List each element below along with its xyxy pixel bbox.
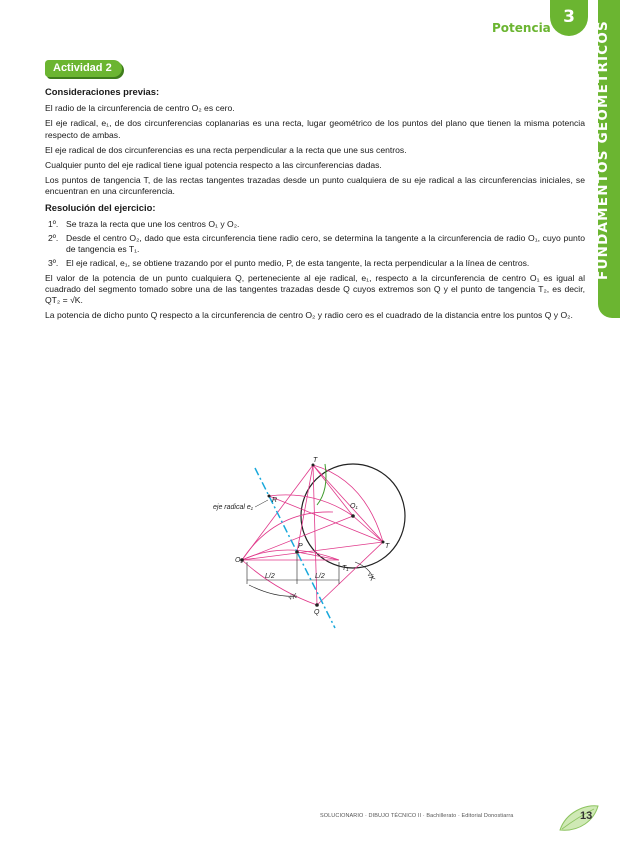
page-number: 13	[580, 810, 593, 822]
steps-list	[45, 219, 585, 270]
paragraph: El valor de la potencia de un punto cualquiera Q, perteneciente al eje radical, e₁, respecto a la circunferencia de centro O₁ es igual al cuadrado del segmento tomado sobre una de las tangentes trazadas desde Q cuyos extremos son Q y el punto de tangencia T₂, es decir, QT₂ = √K.	[45, 272, 585, 306]
chapter-number: 3	[550, 0, 588, 36]
paragraph: La potencia de dicho punto Q respecto a la circunferencia de centro O₂ y radio cero es el cuadrado de la distancia entre los puntos Q y O₂.	[45, 310, 573, 321]
consideraciones-heading: Consideraciones previas:	[45, 86, 160, 97]
step-number: 1º.	[48, 218, 59, 229]
geometry-figure	[205, 450, 420, 635]
label-sqrtk-1: √K	[287, 592, 298, 602]
label-sqrtk-2: √K	[365, 571, 376, 583]
paragraph: Cualquier punto del eje radical tiene igual potencia respecto a las circunferencias dadas.	[45, 160, 382, 171]
step-text: Desde el centro O₂, dado que esta circunferencia tiene radio cero, se determina la tangente a la circunferencia de radio O₁, cuyo punto de tangencia es T₁.	[66, 233, 585, 255]
leaf-icon	[558, 802, 600, 834]
label-p: P	[298, 543, 303, 550]
label-o2: O₂	[235, 557, 244, 564]
side-tab-label-wrap	[586, 0, 620, 300]
label-t-top: T	[313, 457, 318, 464]
paragraph: Los puntos de tangencia T, de las rectas tangentes trazadas desde un punto cualquiera de su eje radical a las circunferencias iniciales, se encuentran en una circunferencia.	[45, 175, 585, 197]
step-item	[48, 219, 585, 230]
activity-badge: Actividad 2	[45, 60, 122, 77]
label-t-right: T	[385, 543, 390, 550]
paragraph: El eje radical de dos circunferencias es una recta perpendicular a la recta que une sus centros.	[45, 144, 407, 155]
footer-text: SOLUCIONARIO · DIBUJO TÉCNICO II · Bachillerato · Editorial Donostiarra	[320, 813, 514, 819]
step-number: 3º.	[48, 258, 59, 269]
step-text: El eje radical, e₁, se obtiene trazando por el punto medio, P, de esta tangente, la recta perpendicular a la línea de centros.	[66, 258, 530, 269]
label-l2-a: L/2	[265, 573, 275, 580]
header-title: Potencia	[492, 21, 551, 35]
step-item	[48, 233, 585, 255]
resolucion-heading: Resolución del ejercicio:	[45, 201, 156, 213]
step-number: 2º.	[48, 233, 59, 244]
label-t1: T₁	[342, 565, 349, 572]
side-tab-label: FUNDAMENTOS GEOMÉTRICOS	[595, 20, 611, 280]
label-o1: O₁	[350, 503, 358, 510]
label-l2-b: L/2	[315, 573, 325, 580]
label-r: R	[272, 497, 278, 504]
label-eje-radical: eje radical e₁	[213, 504, 253, 511]
radical-axis	[255, 468, 335, 628]
paragraph: El eje radical, e₁, de dos circunferencias coplanarias es una recta, lugar geométrico de los puntos del plano que tienen la misma potencia respecto de ambas.	[45, 118, 585, 140]
step-text: Se traza la recta que une los centros O₁ y O₂.	[66, 218, 240, 229]
step-item	[48, 258, 585, 269]
main-content	[45, 86, 585, 325]
label-q: Q	[314, 609, 320, 616]
paragraph: El radio de la circunferencia de centro O₂ es cero.	[45, 103, 235, 114]
